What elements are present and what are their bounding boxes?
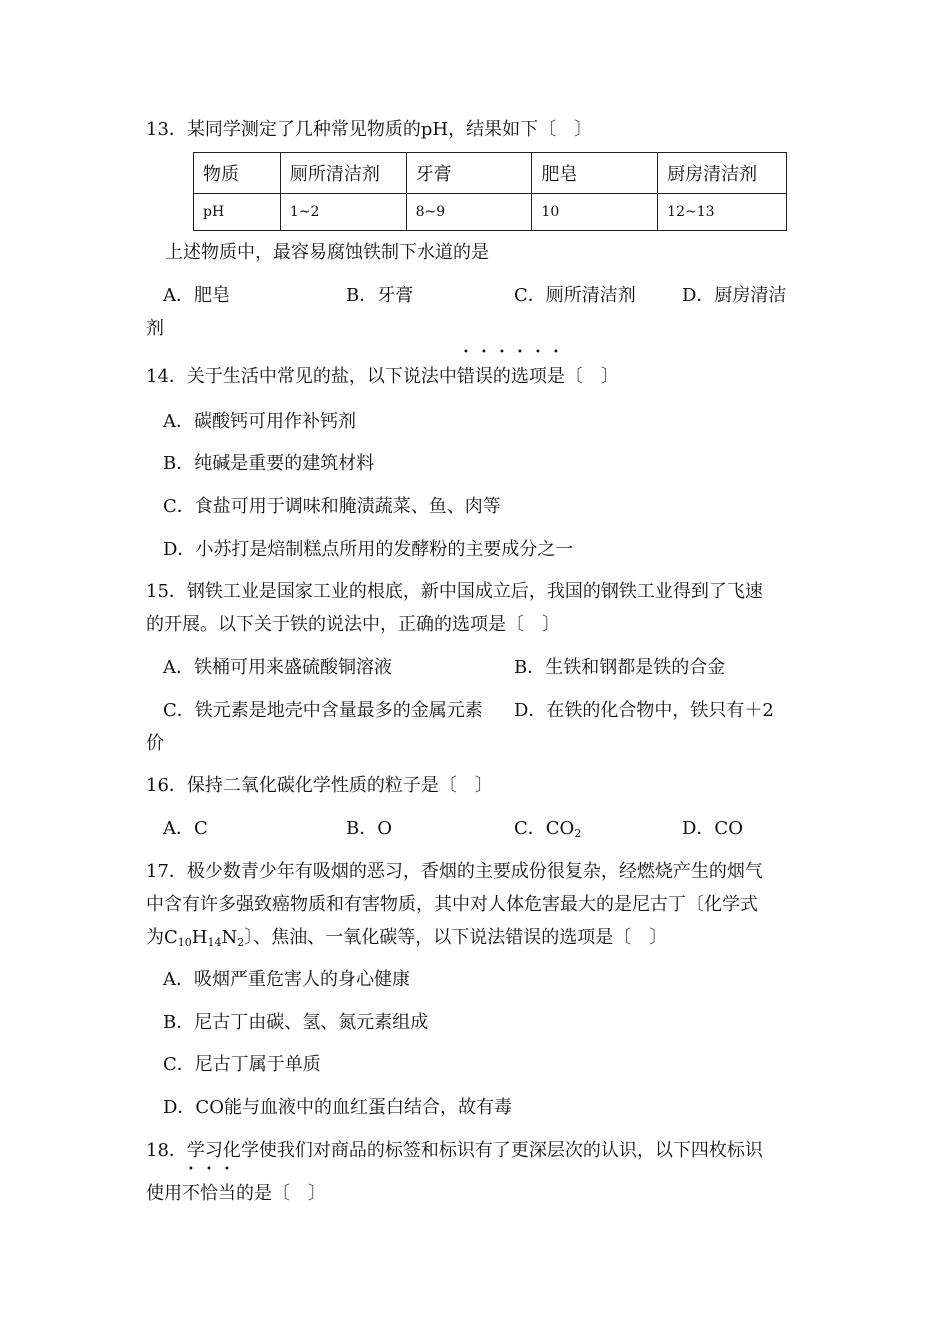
emphasis-char: 是 [546, 366, 565, 387]
subscript: 2 [237, 936, 245, 949]
q17-stem-line3-text: 〕、焦油、一氧化碳等，以下说法错误的选项是〔 〕 [244, 927, 668, 948]
q18-stem-line2 [146, 1182, 326, 1206]
ph-table-header-cell: 厨房清洁剂 [658, 153, 787, 194]
q14-option-c: C．食盐可用于调味和腌渍蔬菜、鱼、肉等 [163, 496, 501, 517]
q14-option-d: D．小苏打是焙制糕点所用的发酵粉的主要成分之一 [163, 539, 574, 560]
q17-stem-line2: 中含有许多强致癌物质和有害物质，其中对人体危害最大的是尼古丁〔化学式 [146, 894, 758, 915]
subscript: 14 [207, 936, 222, 949]
q14-option-b: B．纯碱是重要的建筑材料 [163, 453, 375, 474]
q14-stem-text: 14．关于生活中常见的盐，以下说法中 [146, 366, 457, 387]
q16-option-a: A．C [163, 818, 208, 839]
formula-text: 为C [146, 927, 178, 948]
q14-stem [146, 365, 619, 389]
q16-option-c-text: C．CO [514, 818, 575, 839]
emphasis-char: 恰 [200, 1183, 218, 1204]
ph-table-header-cell: 物质 [194, 153, 281, 194]
ph-table-cell: 8~9 [406, 194, 532, 231]
ph-table-cell: 10 [532, 194, 658, 231]
ph-table-header-cell: 牙膏 [406, 153, 532, 194]
q15-stem-line2: 的开展。以下关于铁的说法中，正确的选项是〔 〕 [146, 614, 560, 635]
q17-stem-line3 [146, 926, 667, 950]
q16-option-b: B．O [346, 818, 392, 839]
emphasis-char: 选 [510, 366, 529, 387]
q13-option-c: C．厕所清洁剂 [514, 285, 636, 306]
formula-text: N [221, 927, 238, 948]
ph-table [193, 152, 787, 231]
q16-option-c [514, 817, 581, 841]
q15-option-d: D．在铁的化合物中，铁只有＋2 [514, 700, 774, 721]
q17-option-d: D．CO能与血液中的血红蛋白结合，故有毒 [163, 1097, 512, 1118]
emphasis-char: 项 [528, 366, 547, 387]
q13-option-d: D．厨房清洁 [682, 285, 787, 306]
q16-stem: 16．保持二氧化碳化学性质的粒子是〔 〕 [146, 775, 493, 796]
q13-option-b: B．牙膏 [346, 285, 414, 306]
emphasis-char: 误 [474, 366, 493, 387]
q18-stem-text: 使用 [146, 1183, 182, 1204]
formula-text: H [191, 927, 208, 948]
q15-stem-line1: 15．钢铁工业是国家工业的根底，新中国成立后，我国的钢铁工业得到了飞速 [146, 581, 763, 602]
ph-table-header-cell: 肥皂 [532, 153, 658, 194]
emphasis-char: 错 [456, 366, 475, 387]
q18-stem-line1: 18．学习化学使我们对商品的标签和标识有了更深层次的认识，以下四枚标识 [146, 1140, 763, 1161]
ph-table-header-row [194, 153, 787, 194]
ph-table-cell: pH [194, 194, 281, 231]
q13-stem: 13．某同学测定了几种常见物质的pH，结果如下〔 〕 [146, 119, 593, 140]
emphasis-char: 当 [218, 1183, 236, 1204]
q15-option-c: C．铁元素是地壳中含量最多的金属元素 [163, 700, 483, 721]
q13-question: 上述物质中，最容易腐蚀铁制下水道的是 [165, 242, 489, 263]
subscript: 10 [177, 936, 192, 949]
ph-table-value-row [194, 194, 787, 231]
q15-option-a: A．铁桶可用来盛硫酸铜溶液 [163, 657, 392, 678]
q15-option-b: B．生铁和钢都是铁的合金 [514, 657, 726, 678]
q17-option-b: B．尼古丁由碳、氢、氮元素组成 [163, 1012, 429, 1033]
q17-option-a: A．吸烟严重危害人的身心健康 [163, 969, 410, 990]
q14-stem-bracket: 〔 〕 [564, 366, 619, 387]
emphasis-char: 不 [182, 1183, 200, 1204]
q17-stem-line1: 17．极少数青少年有吸烟的恶习，香烟的主要成份很复杂，经燃烧产生的烟气 [146, 861, 763, 882]
subscript: 2 [574, 827, 582, 840]
q17-option-c: C．尼古丁属于单质 [163, 1054, 321, 1075]
emphasis-char: 的 [492, 366, 511, 387]
q14-option-a: A．碳酸钙可用作补钙剂 [163, 411, 356, 432]
ph-table-header-cell: 厕所清洁剂 [280, 153, 406, 194]
q18-stem-bracket: 的是〔 〕 [236, 1183, 326, 1204]
q16-option-d: D．CO [682, 818, 743, 839]
q13-option-a: A．肥皂 [163, 285, 230, 306]
ph-table-cell: 1~2 [280, 194, 406, 231]
ph-table-cell: 12~13 [658, 194, 787, 231]
q13-option-d-wrap: 剂 [146, 318, 164, 339]
q15-option-d-wrap: 价 [146, 733, 164, 754]
